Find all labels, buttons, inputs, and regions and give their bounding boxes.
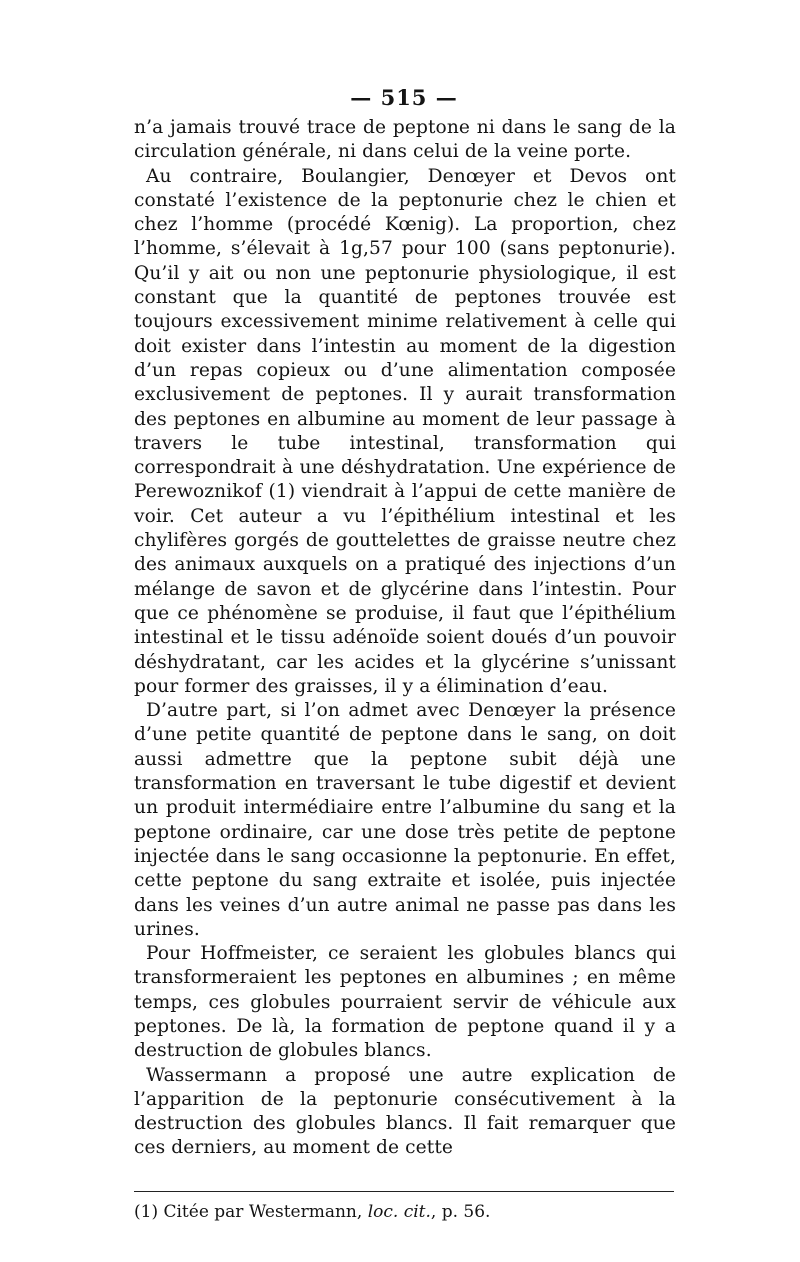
footnote-divider <box>134 1191 674 1192</box>
paragraph: Wassermann a proposé une autre explication de l’apparition de la peptonurie consécutivement à la destruction des globules blancs. Il fait remarquer que ces derniers, au moment de cette <box>134 1064 676 1159</box>
paragraph: Au contraire, Boulangier, Denœyer et Devos ont constaté l’existence de la peptonurie chez le chien et chez l’homme (procédé Kœnig). La proportion, chez l’homme, s’élevait à 1g,57 pour 100 (sans peptonurie). Qu’il y ait ou non une peptonurie physiologique, il est constant que la quantité de peptones trouvée est toujours excessivement minime relativement à celle qui doit exister dans l’intestin au moment de la digestion d’un repas copieux ou d’une alimentation composée exclusivement de peptones. Il y aurait transformation des peptones en albumine au moment de leur passage à travers le tube intestinal, transformation qui correspondrait à une déshydratation. Une expérience de Perewoznikof (1) viendrait à l’appui de cette manière de voir. Cet auteur a vu l’épithélium intestinal et les chylifères gorgés de gouttelettes de graisse neutre chez des animaux auxquels on a pratiqué des injections d’un mélange de savon et de glycérine dans l’intestin. Pour que ce phénomène se produise, il faut que l’épithélium intestinal et le tissu adénoïde soient doués d’un pouvoir déshydratant, car les acides et la glycérine s’unissant pour former des graisses, il y a élimination d’eau. <box>134 165 676 697</box>
book-page <box>134 80 676 1223</box>
page-number: — 515 — <box>350 85 458 110</box>
footnote <box>134 1201 676 1223</box>
footnote-text: (1) Citée par Westermann, <box>134 1201 368 1222</box>
paragraph: D’autre part, si l’on admet avec Denœyer la présence d’une petite quantité de peptone dans le sang, on doit aussi admettre que la peptone subit déjà une transformation en traversant le tube digestif et devient un produit intermédiaire entre l’albumine du sang et la peptone ordinaire, car une dose très petite de peptone injectée dans le sang occasionne la peptonurie. En effet, cette peptone du sang extraite et isolée, puis injectée dans les veines d’un autre animal ne passe pas dans les urines. <box>134 700 676 940</box>
paragraph: n’a jamais trouvé trace de peptone ni dans le sang de la circulation générale, ni dans celui de la veine porte. <box>134 117 676 163</box>
body-text <box>134 116 676 1161</box>
footnote-citation: loc. cit. <box>367 1201 431 1222</box>
footnote-page-ref: , p. 56. <box>430 1201 491 1222</box>
paragraph: Pour Hoffmeister, ce seraient les globules blancs qui transformeraient les peptones en albumines ; en même temps, ces globules pourraient servir de véhicule aux peptones. De là, la formation de peptone quand il y a destruction de globules blancs. <box>134 943 676 1062</box>
